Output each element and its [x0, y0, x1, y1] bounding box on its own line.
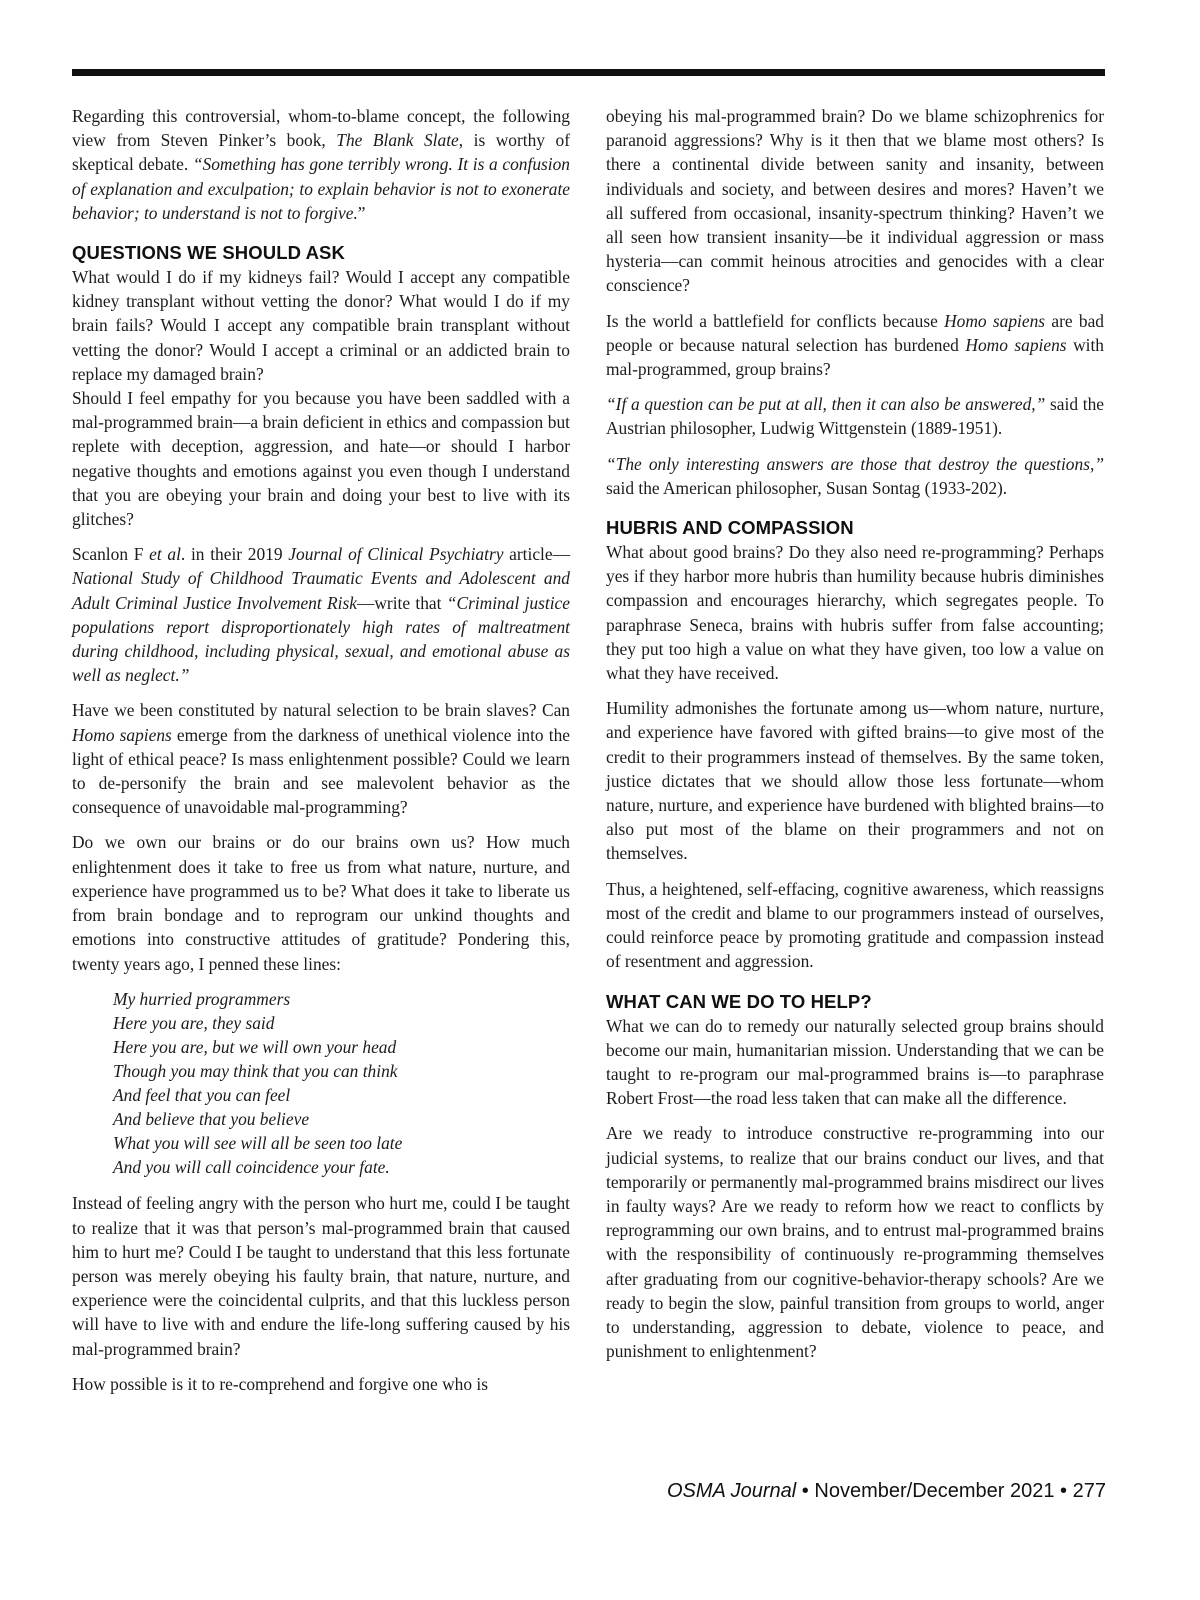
paragraph-sontag: “The only interesting answers are those that destroy the questions,” said the American philosopher, Susan Sontag (1933-202). [606, 453, 1104, 498]
paragraph-battlefield: Is the world a battlefield for conflicts because Homo sapiens are bad people or because natural selection has burdened Homo sapiens with mal-programmed, group brains? [606, 310, 1104, 380]
poem-line: Though you may think that you can think [113, 1060, 398, 1081]
poem [113, 987, 570, 1180]
book-title: The Blank Slate [336, 130, 459, 151]
poem-line: Here you are, they said [113, 1012, 275, 1033]
paragraph-scanlon: Scanlon F et al. in their 2019 Journal of Clinical Psychiatry article—National Study of Childhood Traumatic Events and Adolescent and Adult Criminal Justice Involvement Risk—write that “Criminal justice populations report disproportionately high rates of maltreatment during childhood, including physical, sexual, and emotional abuse as well as neglect.” [72, 544, 570, 686]
page-footer: OSMA Journal • November/December 2021 • 277 [666, 1480, 1106, 1502]
paragraph-ready: Are we ready to introduce constructive re-programming into our judicial systems, to realize that our brains conduct our lives, and that temporarily or permanently mal-programmed brains misdirect our lives in faulty ways? Are we ready to reform how we react to conflicts by reprogramming our own brains, and to entrust mal-programmed brains with the responsibility of continuously re-programming themselves after graduating from our cognitive-behavior-therapy schools? Are we ready to begin the slow, painful transition from groups to world, anger to understanding, aggression to debate, violence to peace, and punishment to enlightenment? [606, 1123, 1104, 1362]
article-title: National Study of Childhood Traumatic Events and Adolescent and Adult Criminal Justice Involvement Risk [72, 568, 570, 613]
right-column [606, 104, 1104, 1374]
section-heading-questions: QUESTIONS WE SHOULD ASK [72, 242, 345, 264]
scanlon-quote: “Criminal justice populations report disproportionately high rates of maltreatment during childhood, including physical, sexual, and emotional abuse as well as neglect.” [72, 592, 570, 686]
poem-line: Here you are, but we will own your head [113, 1036, 397, 1057]
paragraph-kidneys: What would I do if my kidneys fail? Would I accept any compatible kidney transplant without vetting the donor? What would I do if my brain fails? Would I accept any compatible brain transplant without vetting the donor? Would I accept a criminal or an addicted brain to replace my damaged brain? [72, 267, 570, 384]
footer-journal: OSMA Journal [666, 1480, 797, 1502]
poem-line: What you will see will all be seen too late [113, 1133, 403, 1154]
paragraph-remedy: What we can do to remedy our naturally selected group brains should become our main, humanitarian mission. Understanding that we can be taught to re-program our mal-programmed brains is—to paraphrase Robert Frost—the road less taken that can make all the difference. [606, 1015, 1104, 1109]
top-rule [72, 69, 1105, 76]
poem-line: And you will call coincidence your fate. [113, 1157, 390, 1178]
paragraph-forgive: How possible is it to re-comprehend and forgive one who is [72, 1373, 489, 1394]
section-heading-help: WHAT CAN WE DO TO HELP? [606, 990, 872, 1012]
paragraph-angry: Instead of feeling angry with the person who hurt me, could I be taught to realize that it was that person’s mal-programmed brain that caused him to hurt me? Could I be taught to understand that this less fortunate person was merely obeying his faulty brain, that nature, nurture, and experience were the coincidental culprits, and that this luckless person will have to live with and endure the life-long suffering caused by his mal-programmed brain? [72, 1193, 570, 1359]
footer-issue: November/December 2021 [814, 1480, 1055, 1502]
paragraph-schizophrenics: obeying his mal-programmed brain? Do we blame schizophrenics for paranoid aggressions? Why is it then that we blame most others? Is there a continental divide between sanity and insanity, between individuals and society, and between desires and mores? Haven’t we all suffered from occasional, insanity-spectrum thinking? Haven’t we all seen how transient insanity—be it individual aggression or mass hysteria—can commit heinous atrocities and genocides with a clear conscience? [606, 106, 1104, 296]
poem-line: My hurried programmers [113, 988, 291, 1009]
journal-name: Journal of Clinical Psychiatry [288, 544, 504, 565]
sontag-quote: “The only interesting answers are those that destroy the questions,” [606, 453, 1104, 474]
left-column [72, 104, 570, 1396]
pinker-quote: “Something has gone terribly wrong. It is a confusion of explanation and exculpation; to explain behavior is not to exonerate behavior; to understand is not to forgive. [72, 154, 571, 223]
paragraph-own-brains: Do we own our brains or do our brains own us? How much enlightenment does it take to free us from what nature, nurture, and experience have programmed us to be? What does it take to liberate us from brain bondage and to reprogram our unkind thoughts and emotions into constructive attitudes of gratitude? Pondering this, twenty years ago, I penned these lines: [72, 832, 570, 974]
paragraph-empathy: Should I feel empathy for you because you have been saddled with a mal-programmed brain—a brain deficient in ethics and compassion but replete with deception, aggression, and hate—or should I harbor negative thoughts and emotions against you even though I understand that you are obeying your brain and doing your best to live with its glitches? [72, 388, 570, 530]
paragraph-pinker: Regarding this controversial, whom-to-blame concept, the following view from Steven Pinker’s book, The Blank Slate, is worthy of skeptical debate. “Something has gone terribly wrong. It is a confusion of explanation and exculpation; to explain behavior is not to exonerate behavior; to understand is not to forgive.” [72, 106, 571, 223]
wittgenstein-quote: “If a question can be put at all, then it can also be answered,” [606, 394, 1046, 415]
page-number: 277 [1072, 1480, 1106, 1502]
paragraph-good-brains: What about good brains? Do they also need re-programming? Perhaps yes if they harbor more hubris than humility because hubris diminishes compassion and encourages hierarchy, which segregates people. To paraphrase Seneca, brains with hubris suffer from false accounting; they put too high a value on what they have given, too low a value on what they have received. [606, 542, 1104, 684]
poem-line: And believe that you believe [113, 1109, 310, 1130]
paragraph-wittgenstein: “If a question can be put at all, then it can also be answered,” said the Austrian philosopher, Ludwig Wittgenstein (1889-1951). [606, 394, 1104, 439]
paragraph-brain-slaves: Have we been constituted by natural selection to be brain slaves? Can Homo sapiens emerge from the darkness of unethical violence into the light of ethical peace? Is mass enlightenment possible? Could we learn to de-personify the brain and see malevolent behavior as the consequence of unavoidable mal-programming? [72, 700, 570, 818]
paragraph-awareness: Thus, a heightened, self-effacing, cognitive awareness, which reassigns most of the credit and blame to our programmers instead of ourselves, could reinforce peace by promoting gratitude and compassion instead of resentment and aggression. [606, 878, 1104, 972]
poem-line: And feel that you can feel [113, 1085, 291, 1106]
section-heading-hubris: HUBRIS AND COMPASSION [606, 517, 854, 539]
paragraph-humility: Humility admonishes the fortunate among us—whom nature, nurture, and experience have favored with gifted brains—to give most of the credit to their programmers instead of themselves. By the same token, justice dictates that we should allow those less fortunate—whom nature, nurture, and experience have burdened with blighted brains—to also put most of the blame on their programmers and not on themselves. [606, 698, 1104, 864]
